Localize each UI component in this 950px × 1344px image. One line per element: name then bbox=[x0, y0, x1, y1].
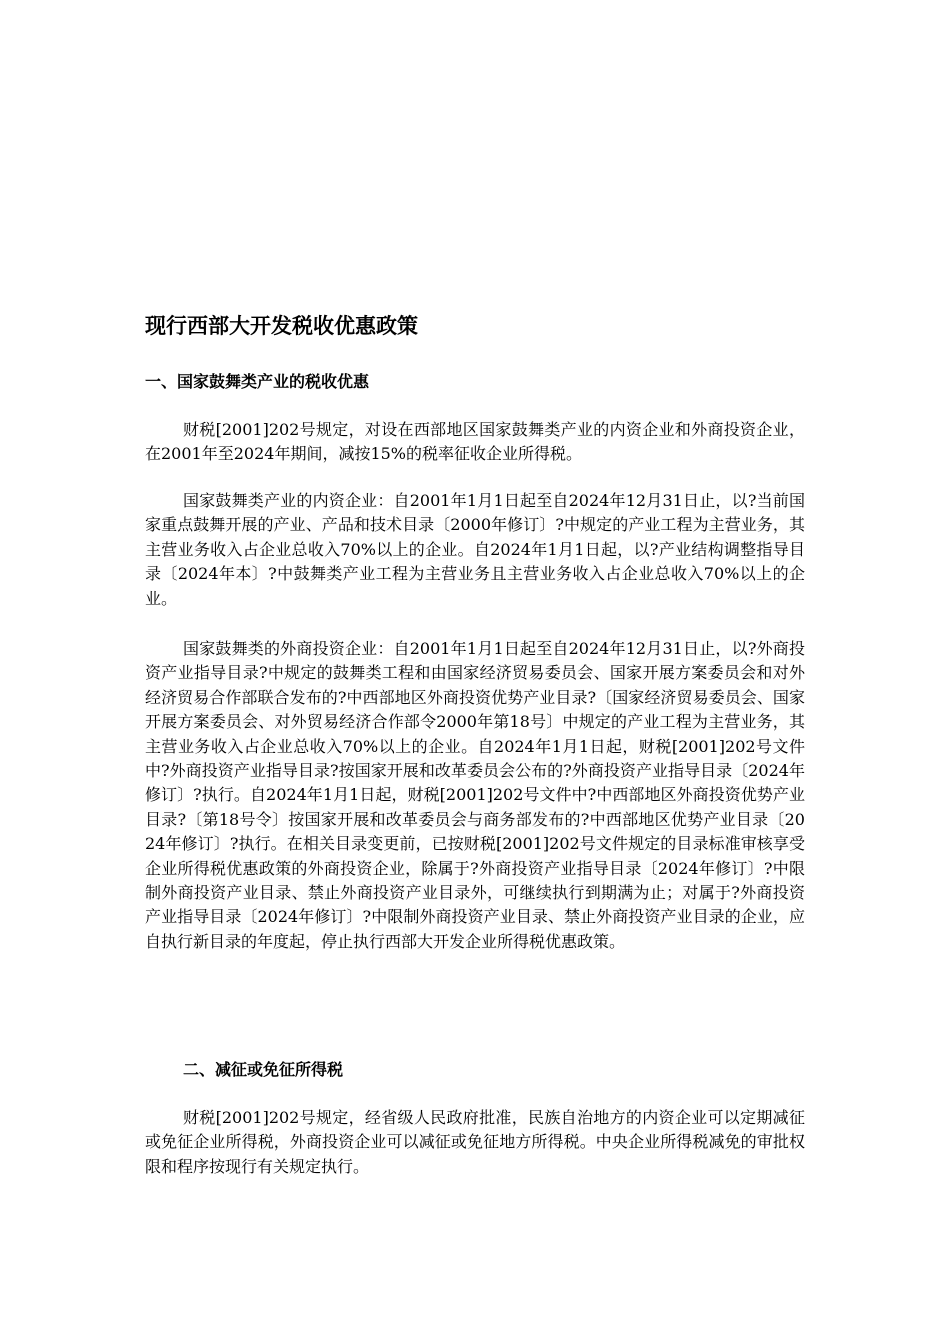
section-heading-2: 二、减征或免征所得税 bbox=[183, 1060, 344, 1079]
section-1-paragraph-2: 国家鼓舞类产业的内资企业：自2001年1月1日起至自2024年12月31日止，以?当前国家重点鼓舞开展的产业、产品和技术目录〔2000年修订〕?中规定的产业工程为主营业务，其主营业务收入占企业总收入70%以上的企业。自2024年1月1日起，以?产业结构调整指导目录〔2024年本〕?中鼓舞类产业工程为主营业务且主营业务收入占企业总收入70%以上的企业。 bbox=[145, 491, 805, 608]
section-2-paragraph-1: 财税[2001]202号规定，经省级人民政府批准，民族自治地方的内资企业可以定期减征或免征企业所得税，外商投资企业可以减征或免征地方所得税。中央企业所得税减免的审批权限和程序按现行有关规定执行。 bbox=[145, 1108, 805, 1176]
section-1-paragraph-1: 财税[2001]202号规定，对设在西部地区国家鼓舞类产业的内资企业和外商投资企业，在2001年至2024年期间，减按15%的税率征收企业所得税。 bbox=[145, 420, 805, 464]
document-title: 现行西部大开发税收优惠政策 bbox=[145, 314, 418, 338]
section-heading-1: 一、国家鼓舞类产业的税收优惠 bbox=[145, 372, 370, 391]
section-1-paragraph-3: 国家鼓舞类的外商投资企业：自2001年1月1日起至自2024年12月31日止，以?外商投资产业指导目录?中规定的鼓舞类工程和由国家经济贸易委员会、国家开展方案委员会和对外经济贸易合作部联合发布的?中西部地区外商投资优势产业目录?〔国家经济贸易委员会、国家开展方案委员会、对外贸易经济合作部令2000年第18号〕中规定的产业工程为主营业务，其主营业务收入占企业总收入70%以上的企业。自2024年1月1日起，财税[2001]202号文件中?外商投资产业指导目录?按国家开展和改革委员会公布的?外商投资产业指导目录〔2024年修订〕?执行。自2024年1月1日起，财税[2001]202号文件中?中西部地区外商投资优势产业目录?〔第18号令〕按国家开展和改革委员会与商务部发布的?中西部地区优势产业目录〔2024年修订〕?执行。在相关目录变更前，已按财税[2001]202号文件规定的目录标准审核享受企业所得税优惠政策的外商投资企业，除属于?外商投资产业指导目录〔2024年修订〕?中限制外商投资产业目录、禁止外商投资产业目录外，可继续执行到期满为止；对属于?外商投资产业指导目录〔2024年修订〕?中限制外商投资产业目录、禁止外商投资产业目录的企业，应自执行新目录的年度起，停止执行西部大开发企业所得税优惠政策。 bbox=[145, 639, 805, 951]
